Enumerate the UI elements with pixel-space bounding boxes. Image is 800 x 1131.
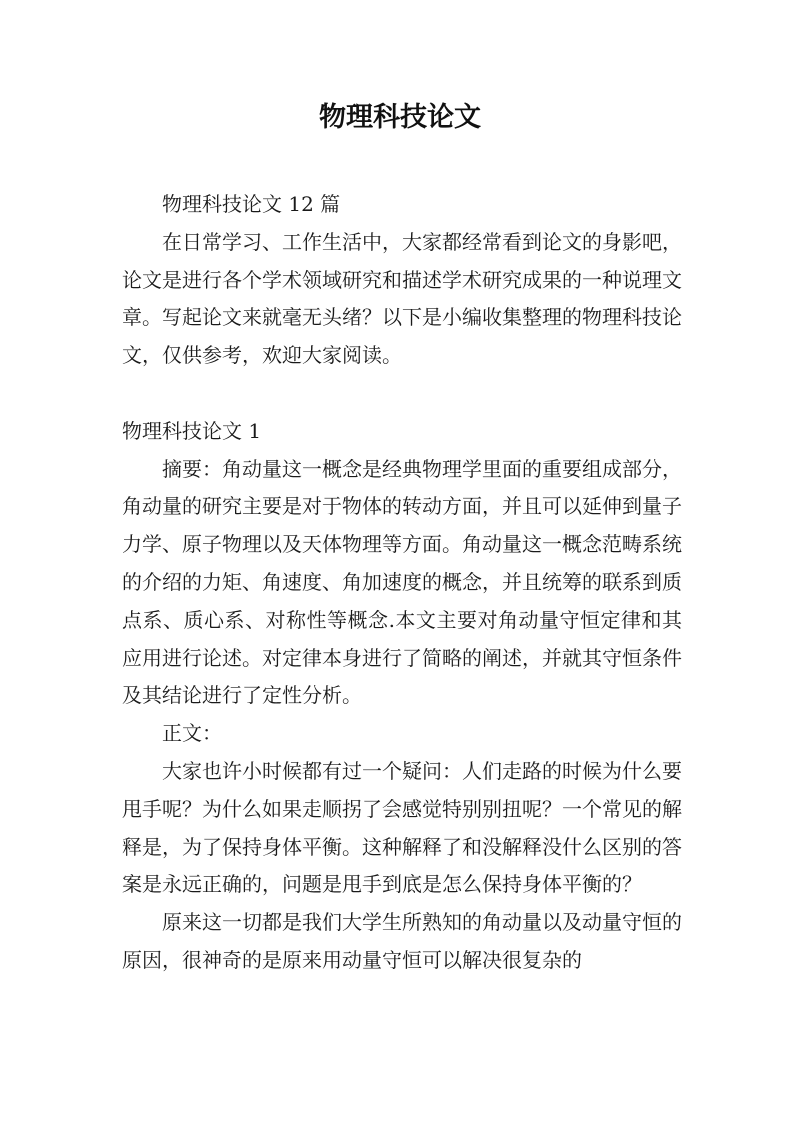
paragraph-spacer bbox=[122, 375, 682, 413]
abstract-paragraph: 摘要：角动量这一概念是经典物理学里面的重要组成部分，角动量的研究主要是对于物体的转动方面，并且可以延伸到量子力学、原子物理以及天体物理等方面。角动量这一概念范畴系统的介绍的力矩、角速度、角加速度的概念，并且统筹的联系到质点系、质心系、对称性等概念.本文主要对角动量守恒定律和其应用进行论述。对定律本身进行了简略的阐述，并就其守恒条件及其结论进行了定性分析。 bbox=[122, 456, 682, 708]
series-heading: 物理科技论文 12 篇 bbox=[162, 192, 341, 216]
document-title: 物理科技论文 bbox=[319, 102, 481, 133]
body-paragraph-1: 大家也许小时候都有过一个疑问：人们走路的时候为什么要甩手呢？为什么如果走顺拐了会感觉特别别扭呢？一个常见的解释是，为了保持身体平衡。这种解释了和没解释没什么区别的答案是永远正确的，问题是甩手到底是怎么保持身体平衡的？ bbox=[122, 758, 682, 897]
body-paragraph-2: 原来这一切都是我们大学生所熟知的角动量以及动量守恒的原因，很神奇的是原来用动量守恒可以解决很复杂的 bbox=[122, 910, 682, 972]
section-heading: 物理科技论文 1 bbox=[122, 418, 262, 443]
body-label: 正文： bbox=[162, 721, 222, 746]
document-body bbox=[122, 186, 682, 980]
intro-paragraph: 在日常学习、工作生活中，大家都经常看到论文的身影吧，论文是进行各个学术领域研究和描述学术研究成果的一种说理文章。写起论文来就毫无头绪？以下是小编收集整理的物理科技论文，仅供参考，欢迎大家阅读。 bbox=[122, 229, 682, 368]
